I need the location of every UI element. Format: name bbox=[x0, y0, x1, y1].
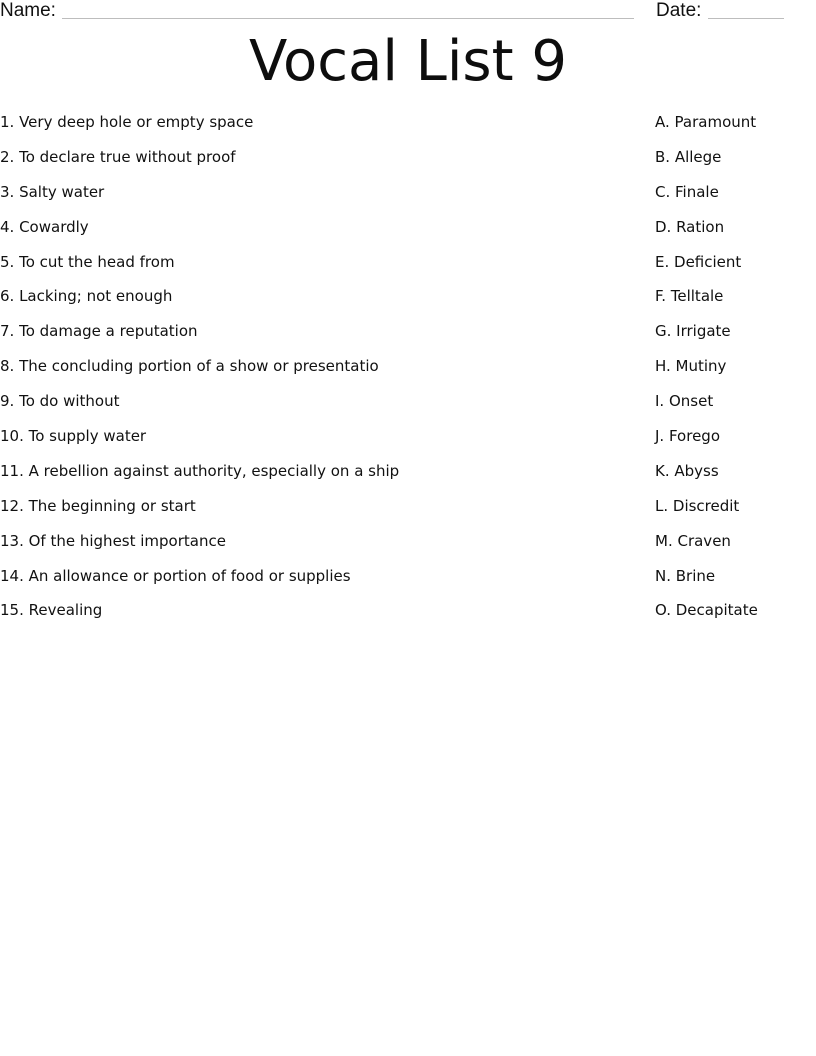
clue-item: 2. To declare true without proof bbox=[0, 147, 236, 166]
answer-item: I. Onset bbox=[655, 392, 714, 411]
matching-row bbox=[0, 391, 816, 426]
clue-item: 6. Lacking; not enough bbox=[0, 287, 173, 306]
clue-item: 12. The beginning or start bbox=[0, 496, 196, 515]
page-title: Vocal List 9 bbox=[248, 29, 567, 94]
answer-item: K. Abyss bbox=[655, 461, 719, 480]
clue-item: 11. A rebellion against authority, especially on a ship bbox=[0, 461, 400, 480]
matching-row bbox=[0, 112, 816, 147]
clue-item: 13. Of the highest importance bbox=[0, 531, 226, 550]
answer-item: B. Allege bbox=[655, 147, 722, 166]
matching-row bbox=[0, 252, 816, 287]
matching-row bbox=[0, 321, 816, 356]
matching-row bbox=[0, 496, 816, 531]
name-field-line bbox=[62, 18, 634, 19]
matching-row bbox=[0, 566, 816, 601]
clue-item: 10. To supply water bbox=[0, 427, 147, 446]
matching-row bbox=[0, 286, 816, 321]
name-label: Name: bbox=[0, 0, 56, 21]
matching-row bbox=[0, 182, 816, 217]
answer-item: D. Ration bbox=[655, 217, 725, 236]
answer-item: J. Forego bbox=[655, 427, 720, 446]
matching-row bbox=[0, 356, 816, 391]
answer-item: M. Craven bbox=[655, 531, 731, 550]
answer-item: O. Decapitate bbox=[655, 601, 758, 620]
matching-row bbox=[0, 426, 816, 461]
worksheet-header bbox=[0, 0, 816, 24]
answer-item: F. Telltale bbox=[655, 287, 724, 306]
matching-row bbox=[0, 461, 816, 496]
clue-item: 7. To damage a reputation bbox=[0, 322, 198, 341]
clue-item: 14. An allowance or portion of food or supplies bbox=[0, 566, 351, 585]
matching-row bbox=[0, 217, 816, 252]
matching-row bbox=[0, 531, 816, 566]
date-label: Date: bbox=[656, 0, 702, 21]
answer-item: E. Deficient bbox=[655, 252, 742, 271]
matching-list bbox=[0, 112, 816, 635]
clue-item: 5. To cut the head from bbox=[0, 252, 175, 271]
clue-item: 9. To do without bbox=[0, 392, 120, 411]
matching-row bbox=[0, 147, 816, 182]
matching-row bbox=[0, 600, 816, 635]
clue-item: 8. The concluding portion of a show or presentatio bbox=[0, 357, 379, 376]
clue-item: 3. Salty water bbox=[0, 182, 105, 201]
clue-item: 4. Cowardly bbox=[0, 217, 89, 236]
answer-item: C. Finale bbox=[655, 182, 719, 201]
answer-item: A. Paramount bbox=[655, 113, 757, 131]
clue-item: 15. Revealing bbox=[0, 601, 103, 620]
clue-item: 1. Very deep hole or empty space bbox=[0, 113, 254, 131]
answer-item: G. Irrigate bbox=[655, 322, 731, 341]
answer-item: N. Brine bbox=[655, 566, 716, 585]
answer-item: L. Discredit bbox=[655, 496, 740, 515]
answer-item: H. Mutiny bbox=[655, 357, 727, 376]
date-field-line bbox=[708, 18, 784, 19]
